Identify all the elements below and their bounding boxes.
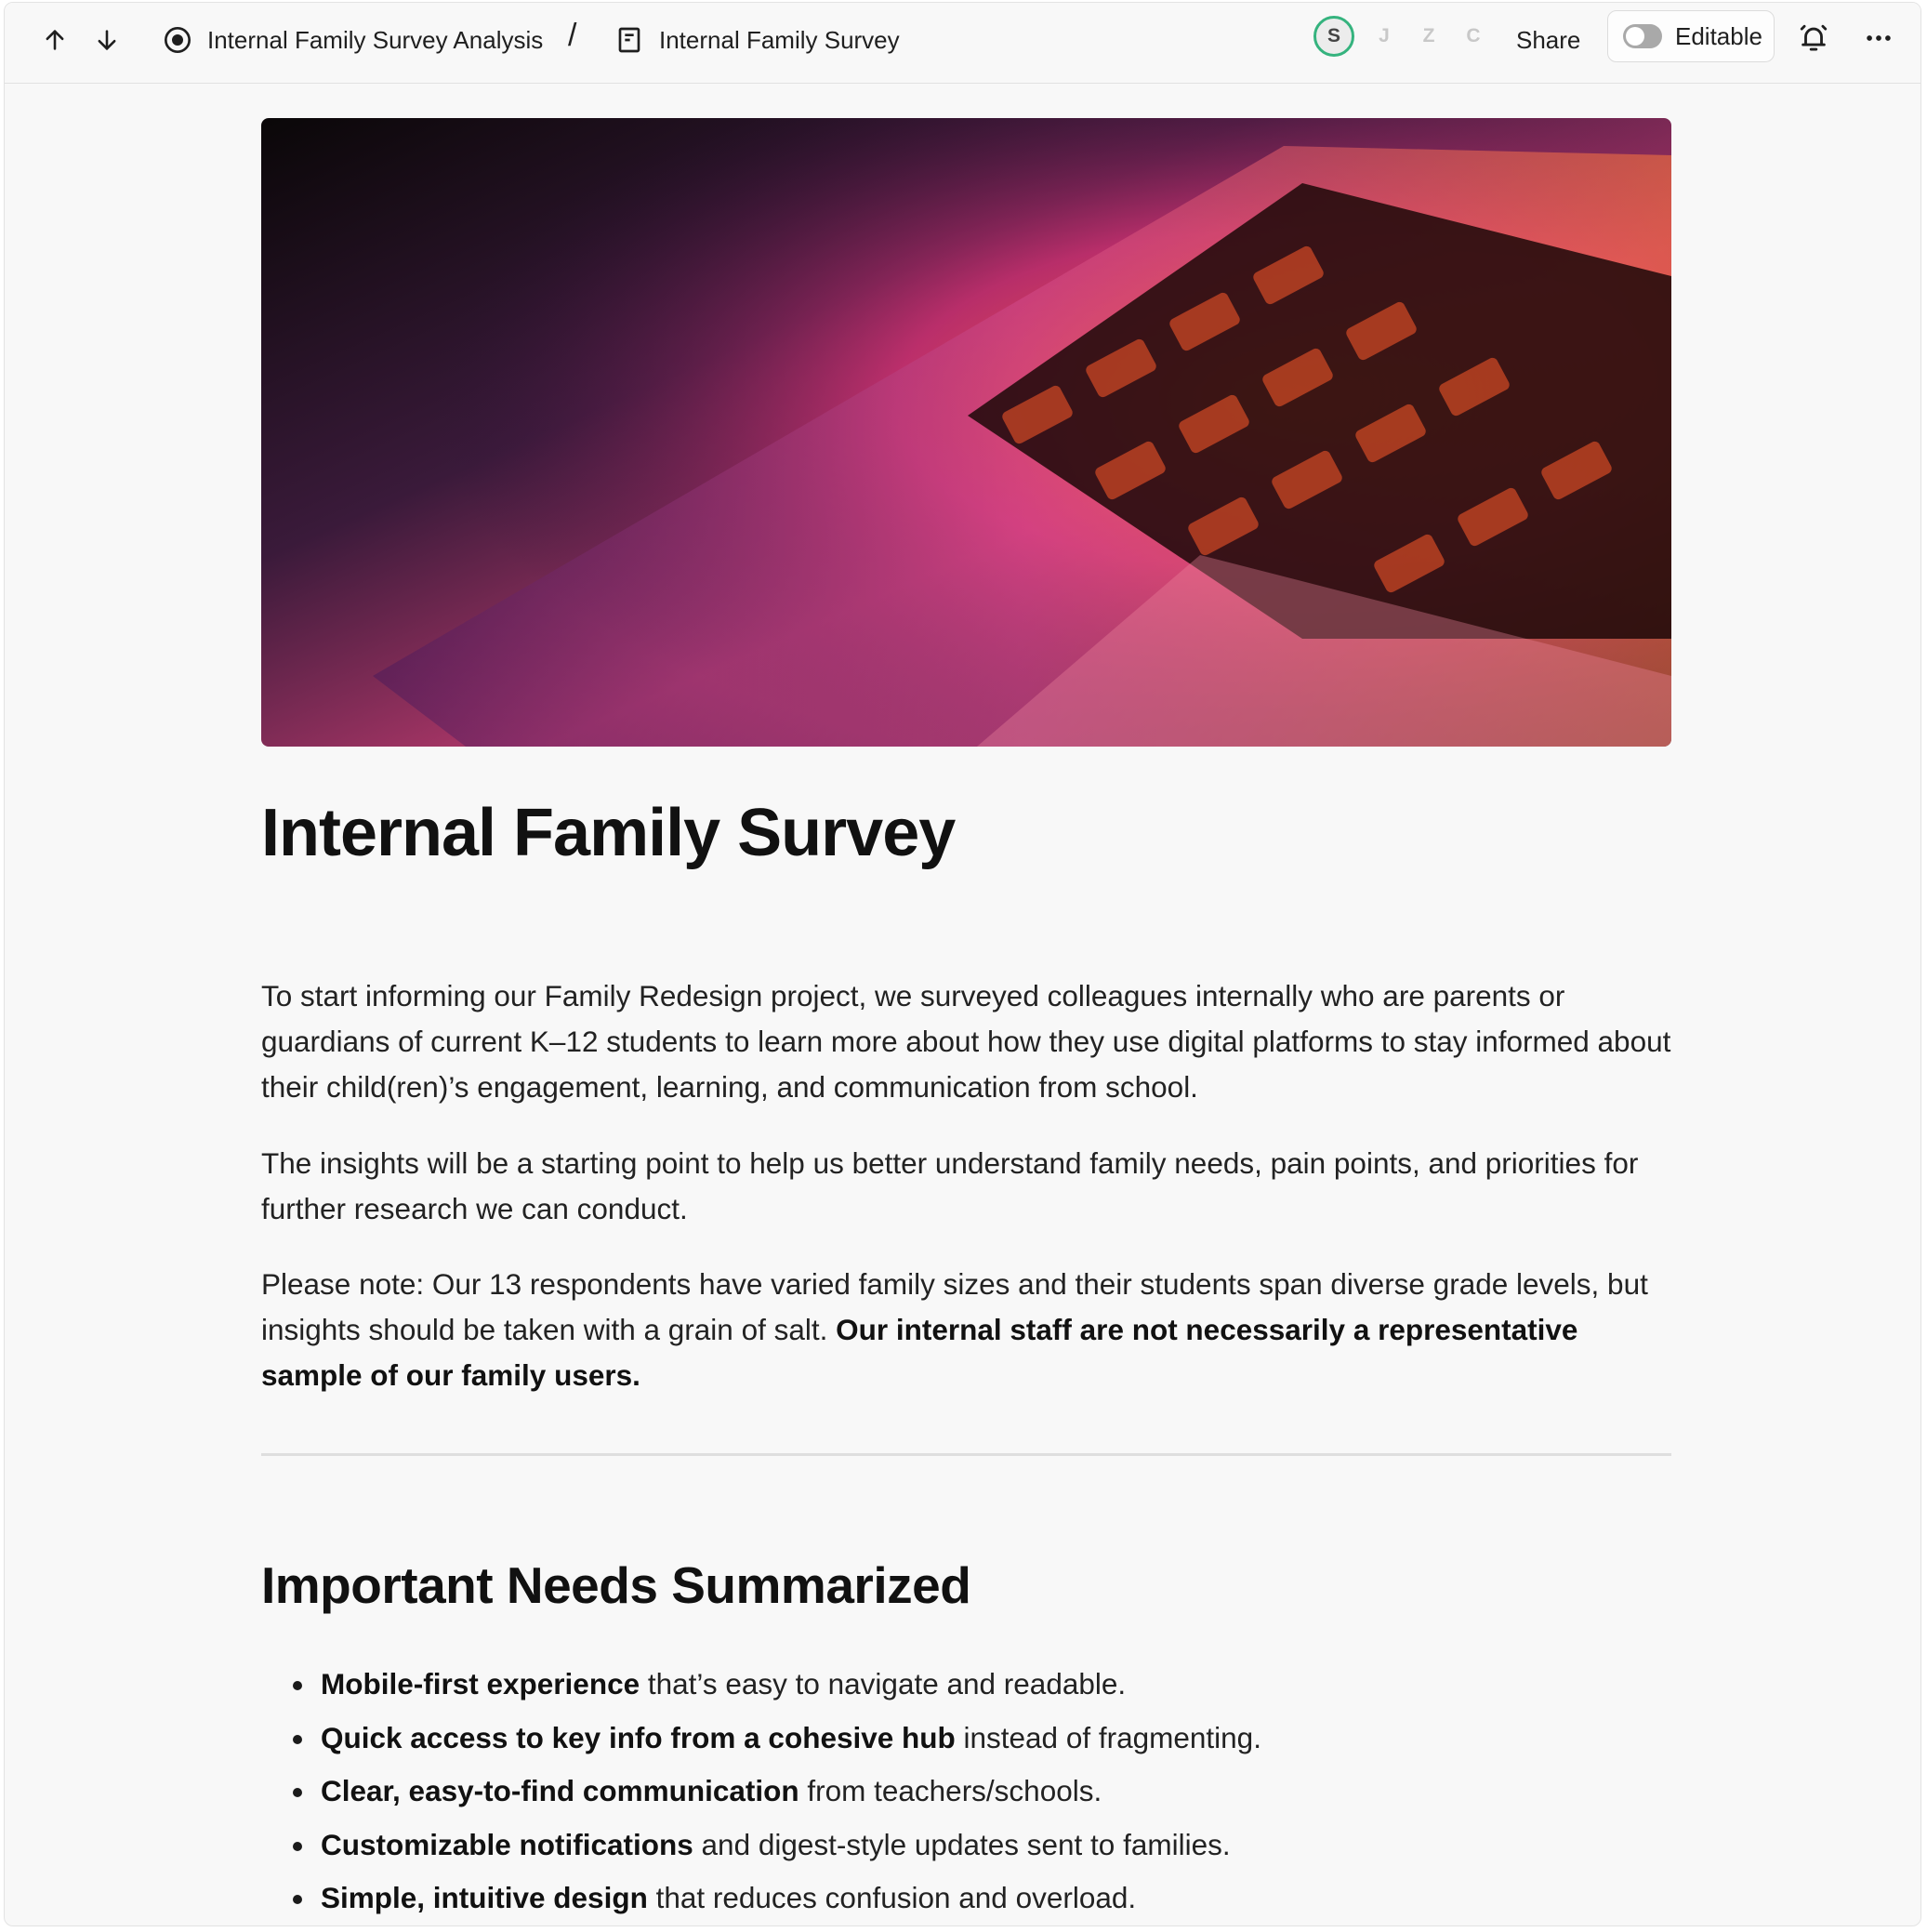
breadcrumb-separator: /	[568, 18, 577, 53]
list-item	[261, 1658, 1674, 1712]
need-bold: Clear, easy-to-find communication	[321, 1774, 799, 1807]
list-item	[261, 1712, 1674, 1766]
avatar-z[interactable]: Z	[1422, 25, 1435, 46]
list-item	[261, 1819, 1674, 1872]
laptop-keyboard-image	[261, 118, 1671, 747]
list-item	[261, 1872, 1674, 1925]
breadcrumb-current-label: Internal Family Survey	[659, 25, 900, 54]
divider	[261, 1453, 1671, 1456]
avatar-s[interactable]: S	[1313, 16, 1354, 57]
need-bold: Simple, intuitive design	[321, 1881, 648, 1914]
need-bold: Mobile-first experience	[321, 1667, 640, 1700]
breadcrumb-current[interactable]	[614, 20, 900, 60]
need-bold: Quick access to key info from a cohesive hub	[321, 1720, 956, 1754]
editable-label: Editable	[1675, 21, 1762, 50]
breadcrumb-parent[interactable]	[163, 20, 543, 60]
avatar-c[interactable]: C	[1466, 25, 1481, 46]
need-rest: from teachers/schools.	[799, 1774, 1102, 1807]
need-rest: instead of fragmenting.	[955, 1720, 1261, 1754]
avatar-j[interactable]: J	[1379, 25, 1390, 46]
note-bold-text: Our internal staff are not necessarily a representative sample of our family users.	[261, 1313, 1578, 1392]
bell-icon[interactable]	[1791, 16, 1836, 60]
list-item	[261, 1765, 1674, 1819]
page-title: Internal Family Survey	[261, 796, 956, 870]
target-icon	[163, 25, 192, 55]
need-rest: that’s easy to navigate and readable.	[640, 1667, 1127, 1700]
document-icon	[614, 25, 644, 55]
arrow-up-icon[interactable]	[36, 21, 73, 59]
app-window	[4, 2, 1921, 1926]
editable-toggle[interactable]	[1607, 10, 1775, 62]
note-paragraph	[261, 1262, 1683, 1398]
section-heading: Important Needs Summarized	[261, 1556, 971, 1614]
note-text: Please note: Our 13 respondents have varied family sizes and their students span diverse grade levels, but insights should be taken with a grain of salt.	[261, 1267, 1648, 1346]
top-bar	[5, 3, 1920, 84]
needs-list	[261, 1658, 1674, 1925]
share-button[interactable]: Share	[1516, 26, 1581, 54]
need-rest: and digest-style updates sent to families.	[693, 1827, 1231, 1861]
toggle-switch[interactable]	[1623, 24, 1662, 48]
need-bold: Customizable notifications	[321, 1827, 693, 1861]
more-options-icon[interactable]	[1856, 16, 1901, 60]
insights-paragraph: The insights will be a starting point to help us better understand family needs, pain points, and priorities for further research we can conduct.	[261, 1146, 1639, 1225]
breadcrumb-parent-label: Internal Family Survey Analysis	[207, 25, 544, 54]
need-rest: that reduces confusion and overload.	[647, 1881, 1137, 1914]
cover-image	[261, 118, 1671, 747]
intro-paragraph: To start informing our Family Redesign project, we surveyed colleagues internally who are parents or guardians of current K–12 students to learn more about how they use digital platforms to stay informed about their child(ren)’s engagement, learning, and communication from school.	[261, 979, 1671, 1104]
arrow-down-icon[interactable]	[88, 21, 125, 59]
